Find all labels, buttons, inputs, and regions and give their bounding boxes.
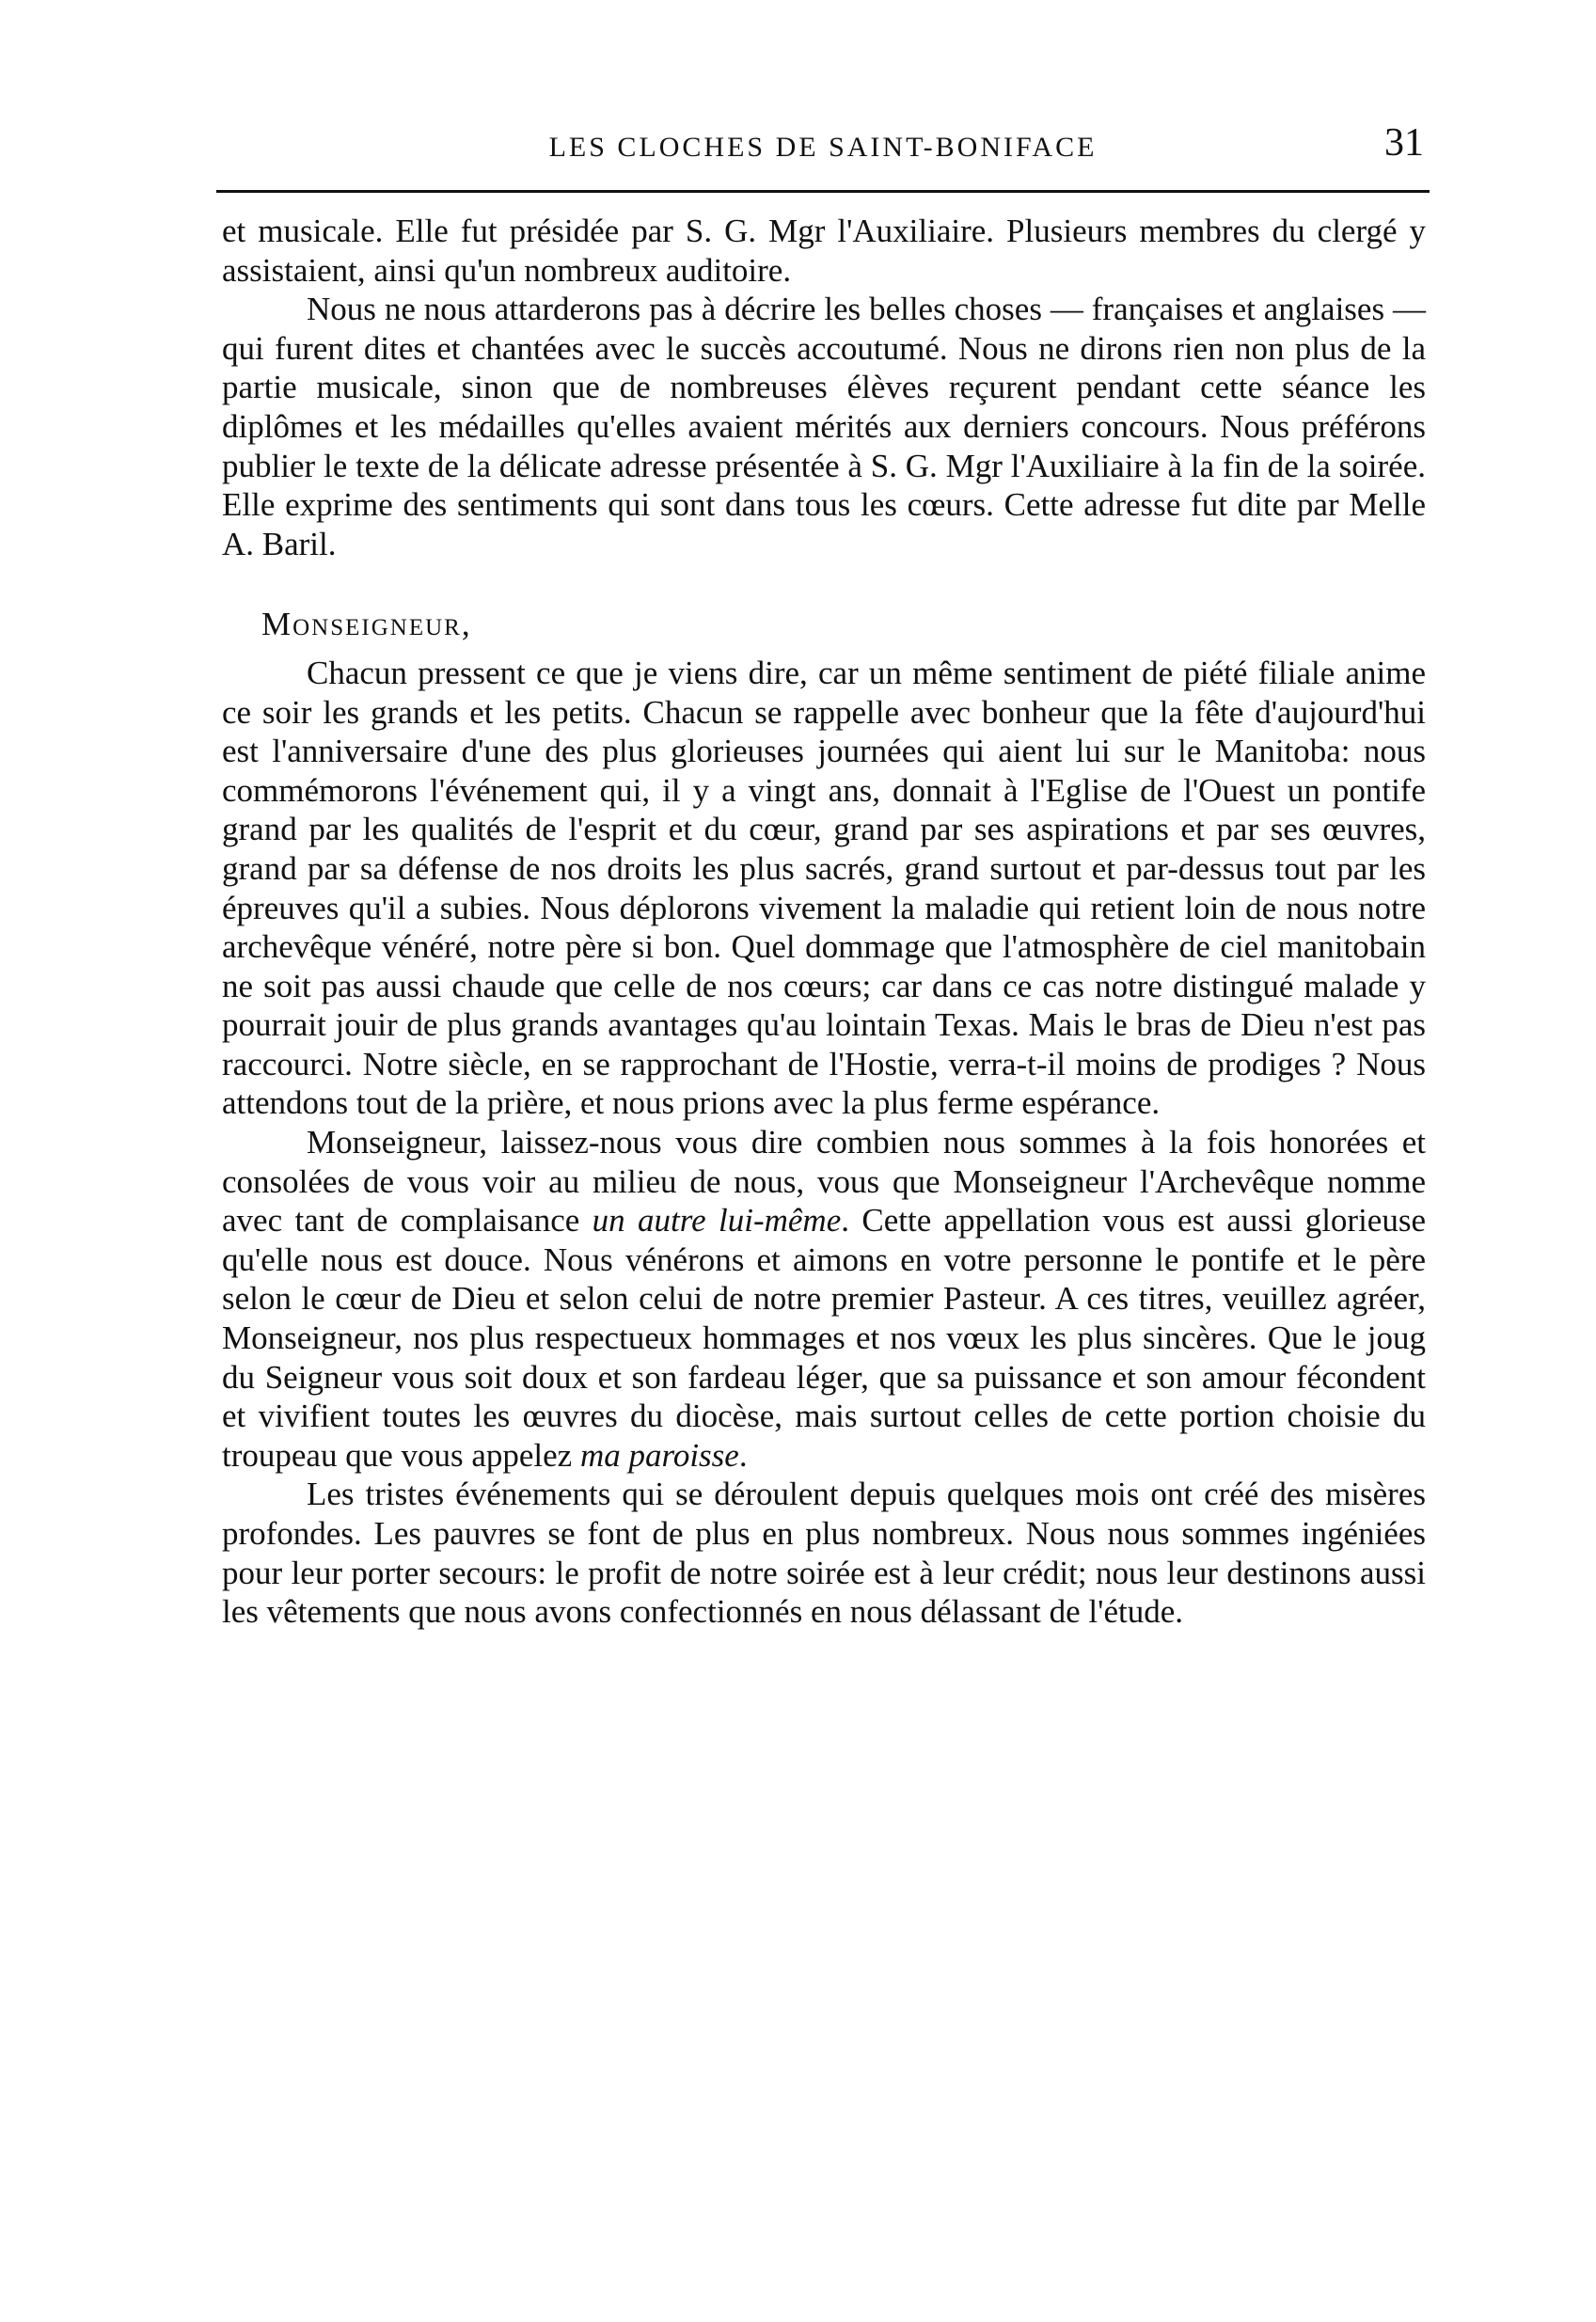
paragraph-report: Nous ne nous attarderons pas à décrire les belles choses — françaises et anglaises — qui furent dites et chantées avec le succès accoutumé. Nous ne dirons rien non plus de la partie musicale, sinon que de nombreuses élèves reçurent pendant cette séance les diplômes et les médailles qu'elles avaient mérités aux derniers concours. Nous préférons publier le texte de la délicate adresse présentée à S. G. Mgr l'Auxiliaire à la fin de la soirée. Elle exprime des sentiments qui sont dans tous les cœurs. Cette adresse fut dite par Melle A. Baril. xyxy=(222,291,1426,562)
letter-paragraph-2-text-b: . Cette appellation vous est aussi glorieuse qu'elle nous est douce. Nous vénérons et aimons en votre personne le pontife et le père selon le cœur de Dieu et selon celui de notre premier Pasteur. A ces titres, veuillez agréer, Monseigneur, nos plus respectueux hommages et nos vœux les plus sincères. Que le joug du Seigneur vous soit doux et son fardeau léger, que sa puissance et son amour fécondent et vivifient toutes les œuvres du diocèse, mais surtout celles de cette portion choisie du troupeau que vous appelez xyxy=(222,1202,1426,1474)
body-text xyxy=(222,212,1426,1632)
letter-paragraph-2-text-c: . xyxy=(738,1436,748,1474)
address-salutation: Monseigneur, xyxy=(261,606,472,643)
letter-paragraph-2 xyxy=(222,1123,1426,1475)
page-number: 31 xyxy=(1384,121,1424,165)
running-head xyxy=(216,120,1430,177)
paragraph-continuation: et musicale. Elle fut présidée par S. G. Mgr l'Auxiliaire. Plusieurs membres du clergé y assistaient, ainsi qu'un nombreux auditoire. xyxy=(222,213,1426,289)
running-title: LES CLOCHES DE SAINT-BONIFACE xyxy=(548,132,1098,163)
header-rule xyxy=(216,190,1430,193)
letter-paragraph-1: Chacun pressent ce que je viens dire, car un même sentiment de piété filiale anime ce soir les grands et les petits. Chacun se rappelle avec bonheur que la fête d'aujourd'hui est l'anniversaire d'une des plus glorieuses journées qui aient lui sur le Manitoba: nous commémorons l'événement qui, il y a vingt ans, donnait à l'Eglise de l'Ouest un pontife grand par les qualités de l'esprit et du cœur, grand par ses aspirations et par ses œuvres, grand par sa défense de nos droits les plus sacrés, grand surtout et par-dessus tout par les épreuves qu'il a subies. Nous déplorons vivement la maladie qui retient loin de nous notre archevêque vénéré, notre père si bon. Quel dommage que l'atmosphère de ciel manitobain ne soit pas aussi chaude que celle de nos cœurs; car dans ce cas notre distingué malade y pourrait jouir de plus grands avantages qu'au lointain Texas. Mais le bras de Dieu n'est pas raccourci. Notre siècle, en se rapprochant de l'Hostie, verra-t-il moins de prodiges ? Nous attendons tout de la prière, et nous prions avec la plus ferme espérance. xyxy=(222,654,1426,1122)
italic-phrase-un-autre-lui-meme: un autre lui-même xyxy=(592,1202,842,1240)
address-letter xyxy=(222,654,1426,1632)
letter-paragraph-3: Les tristes événements qui se déroulent depuis quelques mois ont créé des misères profondes. Les pauvres se font de plus en plus nombreux. Nous nous sommes ingéniées pour leur porter secours: le profit de notre soirée est à leur crédit; nous leur destinons aussi les vêtements que nous avons confectionnés en nous délassant de l'étude. xyxy=(222,1476,1426,1631)
italic-phrase-ma-paroisse: ma paroisse xyxy=(579,1436,739,1474)
letter-paragraph-2-text-a: Monseigneur, laissez-nous vous dire combien nous sommes à la fois honorées et consolées de vous voir au milieu de nous, vous que Monseigneur l'Archevêque nomme avec tant de complaisance xyxy=(222,1124,1426,1240)
